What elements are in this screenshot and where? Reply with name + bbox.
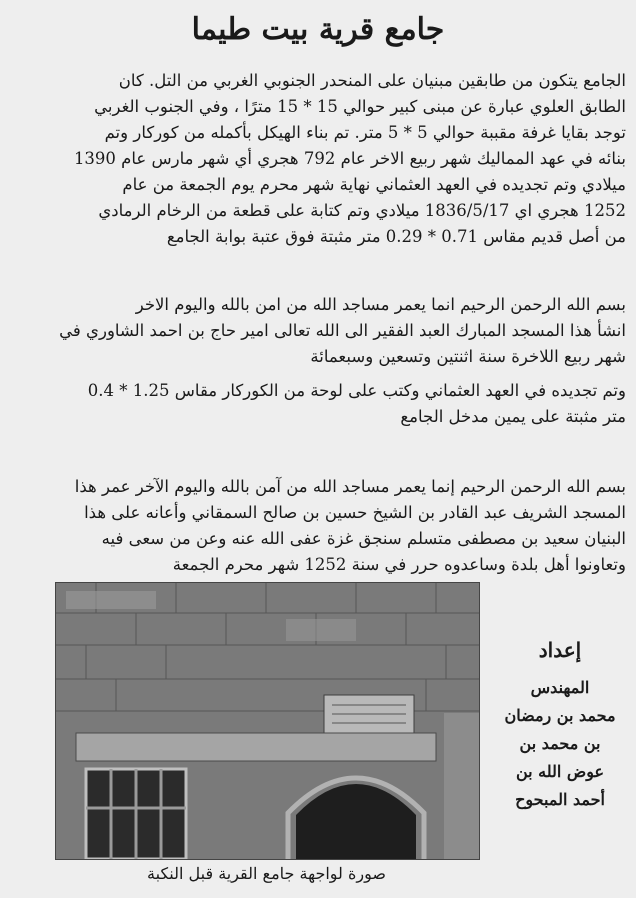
paragraph-inscription-mamluk [10, 292, 626, 370]
text-line: بسم الله الرحمن الرحيم انما يعمر مساجد الله من امن بالله واليوم الاخر [135, 295, 626, 314]
credits-line: أحمد المبحوح [515, 790, 605, 809]
text-line: توجد بقايا غرفة مقببة حوالي 5 * 5 متر. تم بناء الهيكل بأكمله من كوركار وتم [104, 123, 626, 142]
text-line: البنيان سعيد بن مصطفى متسلم سنجق غزة عفى الله عنه وعن من سعى فيه [101, 529, 626, 548]
mosque-facade-photo [55, 582, 480, 860]
paragraph-renovation [10, 378, 626, 430]
text-line: شهر ربيع اللاخرة سنة اثنتين وتسعين وسبعمائة [310, 347, 626, 366]
author-credits [486, 636, 634, 814]
text-line: انشأ هذا المسجد المبارك العبد الفقير الى الله تعالى امير حاج بن احمد الشاوري في [59, 321, 626, 340]
text-line: متر مثبتة على يمين مدخل الجامع [400, 407, 626, 426]
paragraph-description [10, 68, 626, 250]
credits-line: المهندس [530, 678, 590, 697]
text-line: الطابق العلوي عبارة عن مبنى كبير حوالي 15 * 15 مترًا ، وفي الجنوب الغربي [94, 97, 626, 116]
photo-caption: صورة لواجهة جامع القرية قبل النكبة [147, 864, 386, 883]
credits-line: عوض الله بن [515, 762, 605, 781]
text-line: بنائه في عهد المماليك شهر ربيع الاخر عام 792 هجري أي شهر مارس عام 1390 [73, 149, 626, 168]
text-line: وتعاونوا أهل بلدة وساعدوه حرر في سنة 1252 شهر محرم الجمعة [172, 555, 626, 574]
text-line: وتم تجديده في العهد العثماني وكتب على لوحة من الكوركار مقاس 1.25 * 0.4 [87, 381, 626, 400]
credits-line: محمد بن رمضان [504, 706, 616, 725]
text-line: بسم الله الرحمن الرحيم إنما يعمر مساجد الله من آمن بالله واليوم الآخر عمر هذا [74, 477, 626, 496]
text-line: من أصل قديم مقاس 0.71 * 0.29 متر مثبتة فوق عتبة بوابة الجامع [166, 227, 626, 246]
paragraph-inscription-ottoman [10, 474, 626, 578]
page-title: جامع قرية بيت طيما [191, 12, 445, 47]
text-line: الجامع يتكون من طابقين مبنيان على المنحدر الجنوبي الغربي من التل. كان [118, 71, 626, 90]
text-line: 1252 هجري اي 1836/5/17 ميلادي وتم كتابة على قطعة من الرخام الرمادي [98, 201, 626, 220]
credits-heading: إعداد [538, 638, 582, 662]
credits-line: بن محمد بن [519, 734, 601, 753]
text-line: ميلادي وتم تجديده في العهد العثماني نهاية شهر محرم يوم الجمعة من عام [122, 175, 626, 194]
text-line: المسجد الشريف عبد القادر بن الشيخ حسين بن صالح السمقاني وأعانه على هذا [84, 503, 626, 522]
